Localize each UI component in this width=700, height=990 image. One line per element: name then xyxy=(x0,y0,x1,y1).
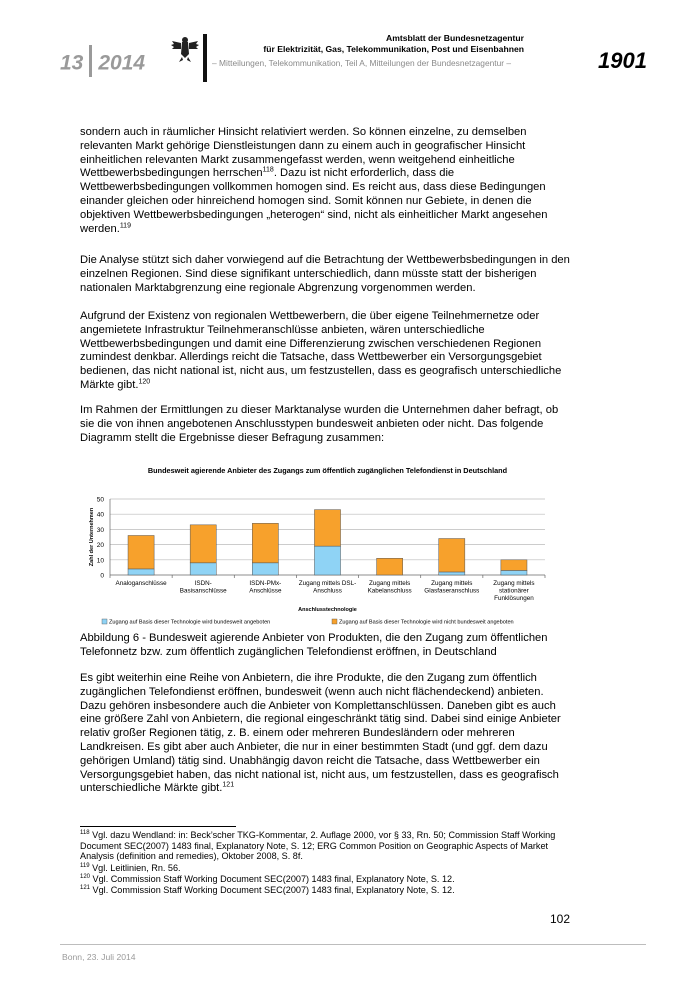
bar-nationwide xyxy=(501,570,527,575)
footnote-text: Vgl. Leitlinien, Rn. 56. xyxy=(92,863,181,873)
y-tick-label: 20 xyxy=(96,542,104,550)
legend-label: Zugang auf Basis dieser Technologie wird bundesweit angeboten xyxy=(109,619,271,626)
footnote-number: 119 xyxy=(80,862,90,869)
footer-rule xyxy=(60,944,646,945)
page-number: 102 xyxy=(550,912,571,926)
journal-title xyxy=(212,33,524,54)
y-tick-label: 10 xyxy=(96,557,104,565)
issue-label: 13 xyxy=(60,51,84,75)
footnote-ref[interactable]: 120 xyxy=(138,378,151,386)
paragraph-3 xyxy=(80,310,570,393)
x-tick-label: Kabelanschluss xyxy=(367,587,412,595)
x-tick-label: Glasfaseranschluss xyxy=(424,587,480,595)
x-tick-label: ISDN-PMx- xyxy=(249,580,282,587)
footnote-120 xyxy=(80,874,570,885)
footnote-rule xyxy=(80,826,236,827)
footnote-121 xyxy=(80,885,570,896)
x-tick-label: stationärer xyxy=(499,587,529,595)
bar-regional xyxy=(439,539,465,572)
footnote-ref[interactable]: 119 xyxy=(119,221,131,229)
bar-nationwide xyxy=(252,563,278,575)
footnote-number: 120 xyxy=(80,873,91,880)
footer-date: Bonn, 23. Juli 2014 xyxy=(62,952,136,962)
footnote-text: Vgl. Commission Staff Working Document SEC(2007) 1483 final, Explanatory Note, S. 12. xyxy=(92,874,455,884)
x-tick-label: Basisanschlüsse xyxy=(179,587,227,595)
x-tick-label: Analoganschlüsse xyxy=(115,580,167,587)
header-rule xyxy=(203,34,207,82)
x-tick-label: Zugang mittels xyxy=(368,580,411,587)
y-tick-label: 40 xyxy=(96,511,104,519)
bar-nationwide xyxy=(314,546,340,575)
paragraph-text: Es gibt weiterhin eine Reihe von Anbietern, die ihre Produkte, die den Zugang zum öffentlich zugänglichen Telefondienst eröffnen, bundesweit (wenn auch nicht flächendeckend) anbieten. Dazu gehören insbesondere auch die Anbieter von Komplettanschlüssen. Daneben gibt es auch eine größere Zahl von Anbietern, die regional eingeschränkt tätig sind. Dabei sind einige Anbieter relativ großer Regionen tätig, z. B. einem oder mehreren Bundesländern oder mehreren Landkreisen. Es gibt aber auch Anbieter, die nur in einer bestimmten Stadt (und ggf. dem dazu gehörigen Umland) tätig sind. Unabhängig davon reicht die Tatsache, dass Wettbewerber ein Versorgungsgebiet haben, das nicht national ist, nicht aus, um festzustellen, dass es geografisch unterschiedliche Märkte gibt. xyxy=(80,672,561,795)
footnote-number: 118 xyxy=(80,829,90,836)
issue-divider xyxy=(89,45,92,77)
footnote-text: Vgl. dazu Wendland: in: Beck’scher TKG-Kommentar, 2. Auflage 2000, vor § 33, Rn. 50; Commission Staff Working Document SEC(2007) 1483 final, Explanatory Note, S. 12; ERG Common Position on Geographic Aspects of Market Analysis (definition and remedies), Oktober 2008, S. 8f. xyxy=(80,830,556,862)
footnote-119 xyxy=(80,863,570,874)
y-tick-label: 30 xyxy=(96,526,104,534)
footnote-ref[interactable]: 118 xyxy=(262,166,274,174)
issue-year: 2014 xyxy=(98,51,146,75)
y-axis-label: Zahl der Unternehmen xyxy=(89,507,95,567)
journal-title-line2: für Elektrizität, Gas, Telekommunikation, Post und Eisenbahnen xyxy=(263,43,524,54)
x-tick-label: ISDN- xyxy=(194,580,212,587)
legend-swatch xyxy=(332,619,337,624)
federal-eagle-icon xyxy=(170,34,200,64)
legend-swatch xyxy=(102,619,107,624)
footnote-text: Vgl. Commission Staff Working Document SEC(2007) 1483 final, Explanatory Note, S. 12. xyxy=(92,885,455,895)
footnote-ref[interactable]: 121 xyxy=(222,781,235,789)
paragraph-2 xyxy=(80,254,570,295)
bar-regional xyxy=(190,525,216,563)
bar-regional xyxy=(501,560,527,571)
x-tick-label: Zugang mittels xyxy=(493,580,535,587)
chart-title: Bundesweit agierende Anbieter des Zugangs zum öffentlich zugänglichen Telefondienst in Deutschland xyxy=(147,466,508,475)
journal-subtitle: – Mitteilungen, Telekommunikation, Teil A, Mitteilungen der Bundesnetzagentur – xyxy=(212,58,512,68)
footnote-118 xyxy=(80,830,570,862)
y-tick-label: 0 xyxy=(100,572,104,580)
x-tick-label: Funklösungen xyxy=(494,595,534,602)
paragraph-text: sondern auch in räumlicher Hinsicht relativiert werden. So können einzelne, zu demselben relevanten Markt gehörige Dienstleistungen dann zu einem auch in geografischer Hinsicht einheitlichen relevanten Markt zusammengefasst werden, wenn weitgehend einheitliche Wettbewerbsbedingungen herrschen xyxy=(80,126,527,180)
bar-nationwide xyxy=(128,569,154,575)
bar-nationwide xyxy=(190,563,216,575)
x-axis-label: Anschlusstechnologie xyxy=(298,607,357,613)
bar-regional xyxy=(252,523,278,563)
paragraph-text: . Dazu ist nicht erforderlich, dass die Wettbewerbsbedingungen vollkommen homogen sind. Es reicht aus, dass diese Bedingungen einander gleichen oder hinreichend homogen sind. Somit können nur Gebiete, in denen die objektiven Wettbewerbsbedingungen „heterogen“ sind, nicht als einheitlicher Markt angesehen werden. xyxy=(80,167,548,235)
y-tick-label: 50 xyxy=(96,496,104,504)
x-tick-label: Anschlüsse xyxy=(249,587,282,595)
chart-canvas xyxy=(80,462,575,632)
figure-caption: Abbildung 6 - Bundesweit agierende Anbieter von Produkten, die den Zugang zum öffentlichen Telefonnetz bzw. zum öffentlich zugänglichen Telefondienst eröffnen, in Deutschland xyxy=(80,632,548,658)
issue-number xyxy=(60,48,145,80)
bar-regional xyxy=(314,510,340,546)
paragraph-text: Die Analyse stützt sich daher vorwiegend auf die Betrachtung der Wettbewerbsbedingungen in den einzelnen Regionen. Sind diese signifikant unterschiedlich, dann müsste statt der bisherigen nationalen Marktabgrenzung eine regionale Abgrenzung vorgenommen werden. xyxy=(80,254,570,294)
bar-chart xyxy=(80,462,575,632)
paragraph-text: Im Rahmen der Ermittlungen zu dieser Marktanalyse wurden die Unternehmen daher befragt, ob sie die von ihnen angebotenen Anschlusstypen bundesweit anbieten oder nicht. Das folgende Diagramm stellt die Ergebnisse dieser Befragung zusammen: xyxy=(80,404,559,444)
legend-label: Zugang auf Basis dieser Technologie wird nicht bundesweit angeboten xyxy=(339,619,514,626)
paragraph-5 xyxy=(80,672,570,796)
paragraph-1 xyxy=(80,126,570,236)
journal-page-number: 1901 xyxy=(598,48,647,73)
paragraph-4 xyxy=(80,404,570,445)
x-tick-label: Anschluss xyxy=(313,587,342,595)
bar-nationwide xyxy=(439,572,465,575)
journal-title-line1: Amtsblatt der Bundesnetzagentur xyxy=(386,33,524,43)
footnote-number: 121 xyxy=(80,884,91,891)
bar-regional xyxy=(377,558,403,575)
bar-regional xyxy=(128,535,154,568)
x-tick-label: Zugang mittels xyxy=(431,580,473,587)
paragraph-text: Aufgrund der Existenz von regionalen Wettbewerbern, die über eigene Teilnehmernetze oder angemietete Infrastruktur Teilnehmeranschlüsse anbieten, wären unterschiedliche Wettbewerbsbedingungen und damit eine Differenzierung zwischen verschiedenen Regionen zumindest denkbar. Allerdings reicht die Tatsache, dass Wettbewerber ein Versorgungsgebiet bedienen, das nicht national ist, nicht aus, um festzustellen, dass es geografisch unterschiedliche Märkte gibt. xyxy=(80,310,562,391)
x-tick-label: Zugang mittels DSL- xyxy=(298,580,357,587)
